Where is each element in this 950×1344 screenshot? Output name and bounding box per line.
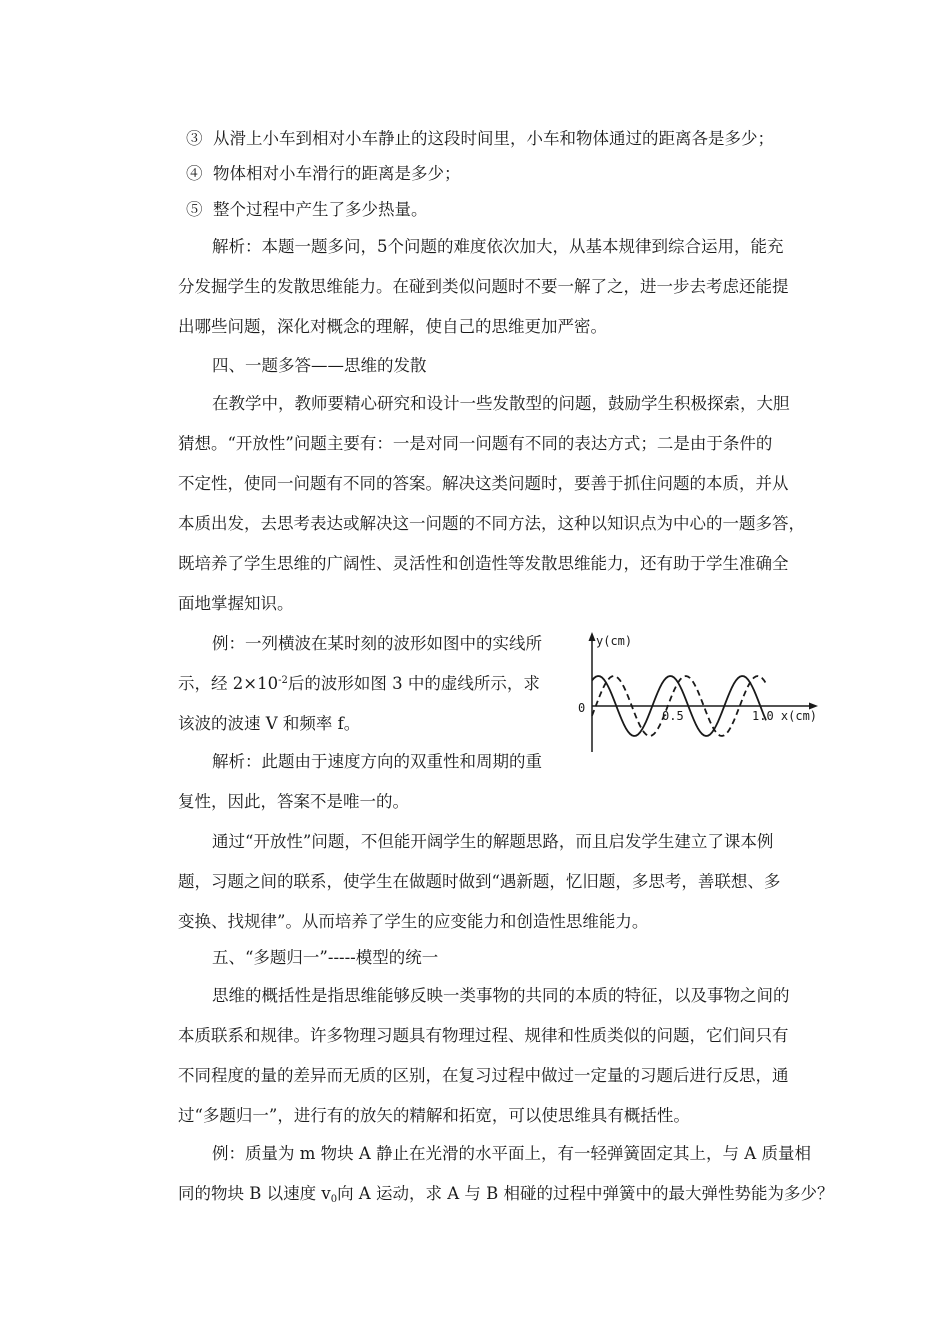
- list-text: 从滑上小车到相对小车静止的这段时间里，小车和物体通过的距离各是多少；: [213, 129, 774, 148]
- list-marker: ④: [186, 164, 203, 183]
- x-tick-label: 0.5: [662, 709, 684, 723]
- section-heading: 五、“多题归一”-----模型的统一: [212, 948, 439, 967]
- analysis-paragraph-line: 出哪些问题，深化对概念的理解，使自己的思维更加严密。: [178, 317, 607, 336]
- origin-label: 0: [578, 701, 586, 715]
- paragraph-line: 不定性，使同一问题有不同的答案。解决这类问题时，要善于抓住问题的本质，并从: [178, 474, 789, 493]
- section-heading: 四、一题多答——思维的发散: [212, 356, 427, 375]
- paragraph-line: 面地掌握知识。: [178, 594, 294, 613]
- list-item-4: [186, 163, 816, 185]
- list-text: 物体相对小车滑行的距离是多少；: [213, 164, 461, 183]
- paragraph-line: 既培养了学生思维的广阔性、灵活性和创造性等发散思维能力，还有助于学生准确全: [178, 554, 789, 573]
- example-text: 示，经 2×10: [178, 674, 279, 693]
- example-line: 例：质量为 m 物块 A 静止在光滑的水平面上，有一轻弹簧固定其上，与 A 质量相: [212, 1144, 811, 1163]
- paragraph-line: 过“多题归一”，进行有的放矢的精解和拓宽，可以使思维具有概括性。: [178, 1106, 690, 1125]
- list-text: 整个过程中产生了多少热量。: [213, 200, 428, 219]
- example-text: 后的波形如图 3 中的虚线所示，求: [287, 674, 540, 693]
- paragraph-line: 变换、找规律”。从而培养了学生的应变能力和创造性思维能力。: [178, 912, 649, 931]
- paragraph-line: 题，习题之间的联系，使学生在做题时做到“遇新题，忆旧题，多思考，善联想、多: [178, 872, 781, 891]
- example-line: 该波的波速 V 和频率 f。: [178, 714, 361, 733]
- list-marker: ⑤: [186, 200, 203, 219]
- analysis-paragraph-line: 复性，因此，答案不是唯一的。: [178, 792, 409, 811]
- subscript: 0: [330, 1194, 338, 1205]
- y-axis-label: y(cm): [596, 634, 633, 648]
- paragraph-line: 不同程度的量的差异而无质的区别，在复习过程中做过一定量的习题后进行反思，通: [178, 1066, 789, 1085]
- analysis-paragraph-line: 解析：此题由于速度方向的双重性和周期的重: [212, 752, 542, 771]
- example-text: 同的物块 B 以速度 v: [178, 1184, 331, 1203]
- list-item-5: [186, 199, 816, 221]
- list-marker: ③: [186, 129, 203, 148]
- paragraph-line: 本质联系和规律。许多物理习题具有物理过程、规律和性质类似的问题，它们间只有: [178, 1026, 789, 1045]
- paragraph-line: 思维的概括性是指思维能够反映一类事物的共同的本质的特征，以及事物之间的: [212, 986, 790, 1005]
- example-line: [178, 1183, 834, 1208]
- superscript: -2: [278, 675, 288, 686]
- list-item-3: [186, 128, 816, 150]
- y-axis-arrow: [589, 632, 596, 641]
- paragraph-line: 通过“开放性”问题，不但能开阔学生的解题思路，而且启发学生建立了课本例: [212, 832, 774, 851]
- example-text: 向 A 运动，求 A 与 B 相碰的过程中弹簧中的最大弹性势能为多少？: [337, 1184, 834, 1203]
- analysis-paragraph-line: 解析：本题一题多问，5个问题的难度依次加大，从基本规律到综合运用，能充: [212, 237, 784, 256]
- x-axis-label: 1.0 x(cm): [752, 709, 818, 723]
- wave-figure: [574, 628, 820, 758]
- paragraph-line: 本质出发，去思考表达或解决这一问题的不同方法，这种以知识点为中心的一题多答，: [178, 514, 805, 533]
- example-line: [178, 673, 558, 698]
- paragraph-line: 在教学中，教师要精心研究和设计一些发散型的问题，鼓励学生积极探索，大胆: [212, 394, 790, 413]
- analysis-paragraph-line: 分发掘学生的发散思维能力。在碰到类似问题时不要一解了之，进一步去考虑还能提: [178, 277, 789, 296]
- example-line: 例：一列横波在某时刻的波形如图中的实线所: [212, 634, 542, 653]
- paragraph-line: 猜想。“开放性”问题主要有：一是对同一问题有不同的表达方式；二是由于条件的: [178, 434, 773, 453]
